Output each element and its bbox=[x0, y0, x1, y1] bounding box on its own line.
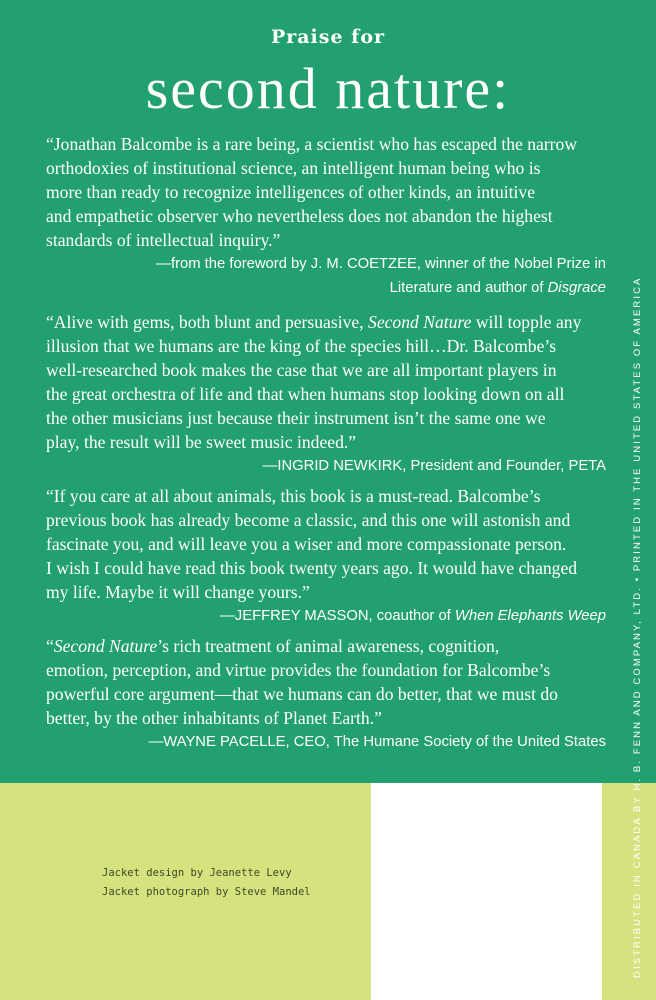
quote-line: illusion that we humans are the king of the species hill…Dr. Balcombe’s bbox=[46, 336, 557, 356]
quote-line: my life. Maybe it will change yours.” bbox=[46, 582, 310, 602]
quote-newkirk bbox=[46, 310, 606, 478]
quote-coetzee bbox=[46, 132, 606, 300]
quote-line: emotion, perception, and virtue provides the foundation for Balcombe’s bbox=[46, 660, 551, 680]
quote-line: the other musicians just because their instrument isn’t the same one we bbox=[46, 408, 546, 428]
distribution-notice: DISTRIBUTED IN CANADA BY H. B. FENN AND COMPANY, LTD. • PRINTED IN THE UNITED STATES OF AMERICA bbox=[632, 276, 643, 978]
attribution-text: Literature and author of bbox=[389, 280, 548, 296]
quote-pacelle bbox=[46, 634, 606, 754]
book-title: second nature: bbox=[145, 56, 511, 121]
quote-line: I wish I could have read this book twenty years ago. It would have changed bbox=[46, 558, 578, 578]
quote-line: and empathetic observer who nevertheless does not abandon the highest bbox=[46, 206, 553, 226]
barcode-area bbox=[371, 783, 602, 1000]
jacket-credits bbox=[102, 864, 311, 902]
quote-text: ’s rich treatment of animal awareness, cognition, bbox=[157, 636, 500, 656]
quote-line bbox=[46, 310, 606, 334]
jacket-design-credit: Jacket design by Jeanette Levy bbox=[102, 867, 292, 879]
quote-line: orthodoxies of institutional science, an intelligent human being who is bbox=[46, 158, 541, 178]
quote-attribution: —from the foreword by J. M. COETZEE, winner of the Nobel Prize in bbox=[156, 256, 606, 272]
quote-line: more than ready to recognize intelligences of other kinds, an intuitive bbox=[46, 182, 536, 202]
quote-text: will topple any bbox=[471, 312, 582, 332]
quote-line: previous book has already become a classic, and this one will astonish and bbox=[46, 510, 571, 530]
quote-line: “If you care at all about animals, this book is a must-read. Balcombe’s bbox=[46, 486, 541, 506]
book-ref-second-nature: Second Nature bbox=[368, 312, 472, 332]
book-ref-disgrace: Disgrace bbox=[547, 280, 606, 296]
quote-line: fascinate you, and will leave you a wiser and more compassionate person. bbox=[46, 534, 567, 554]
quote-text: “ bbox=[46, 636, 54, 656]
book-ref-second-nature: Second Nature bbox=[53, 636, 158, 656]
quote-attribution bbox=[46, 276, 606, 300]
jacket-photo-credit: Jacket photograph by Steve Mandel bbox=[102, 886, 311, 898]
quote-attribution bbox=[46, 604, 606, 628]
quote-line: “Jonathan Balcombe is a rare being, a scientist who has escaped the narrow bbox=[46, 134, 578, 154]
quote-line: well-researched book makes the case that we are all important players in bbox=[46, 360, 557, 380]
quote-line bbox=[46, 634, 606, 658]
quote-text: “Alive with gems, both blunt and persuasive, bbox=[46, 312, 369, 332]
quote-line: standards of intellectual inquiry.” bbox=[46, 230, 281, 250]
quote-attribution: —WAYNE PACELLE, CEO, The Humane Society of the United States bbox=[148, 734, 606, 750]
book-ref-when-elephants-weep: When Elephants Weep bbox=[454, 608, 606, 624]
praise-heading: Praise for bbox=[270, 26, 386, 48]
quote-masson bbox=[46, 484, 606, 628]
quote-attribution: —INGRID NEWKIRK, President and Founder, PETA bbox=[262, 458, 606, 474]
attribution-text: —JEFFREY MASSON, coauthor of bbox=[220, 608, 455, 624]
quote-line: the great orchestra of life and that when humans stop looking down on all bbox=[46, 384, 565, 404]
quote-line: play, the result will be sweet music indeed.” bbox=[46, 432, 357, 452]
quote-line: better, by the other inhabitants of Planet Earth.” bbox=[46, 708, 382, 728]
quote-line: powerful core argument—that we humans can do better, that we must do bbox=[46, 684, 558, 704]
